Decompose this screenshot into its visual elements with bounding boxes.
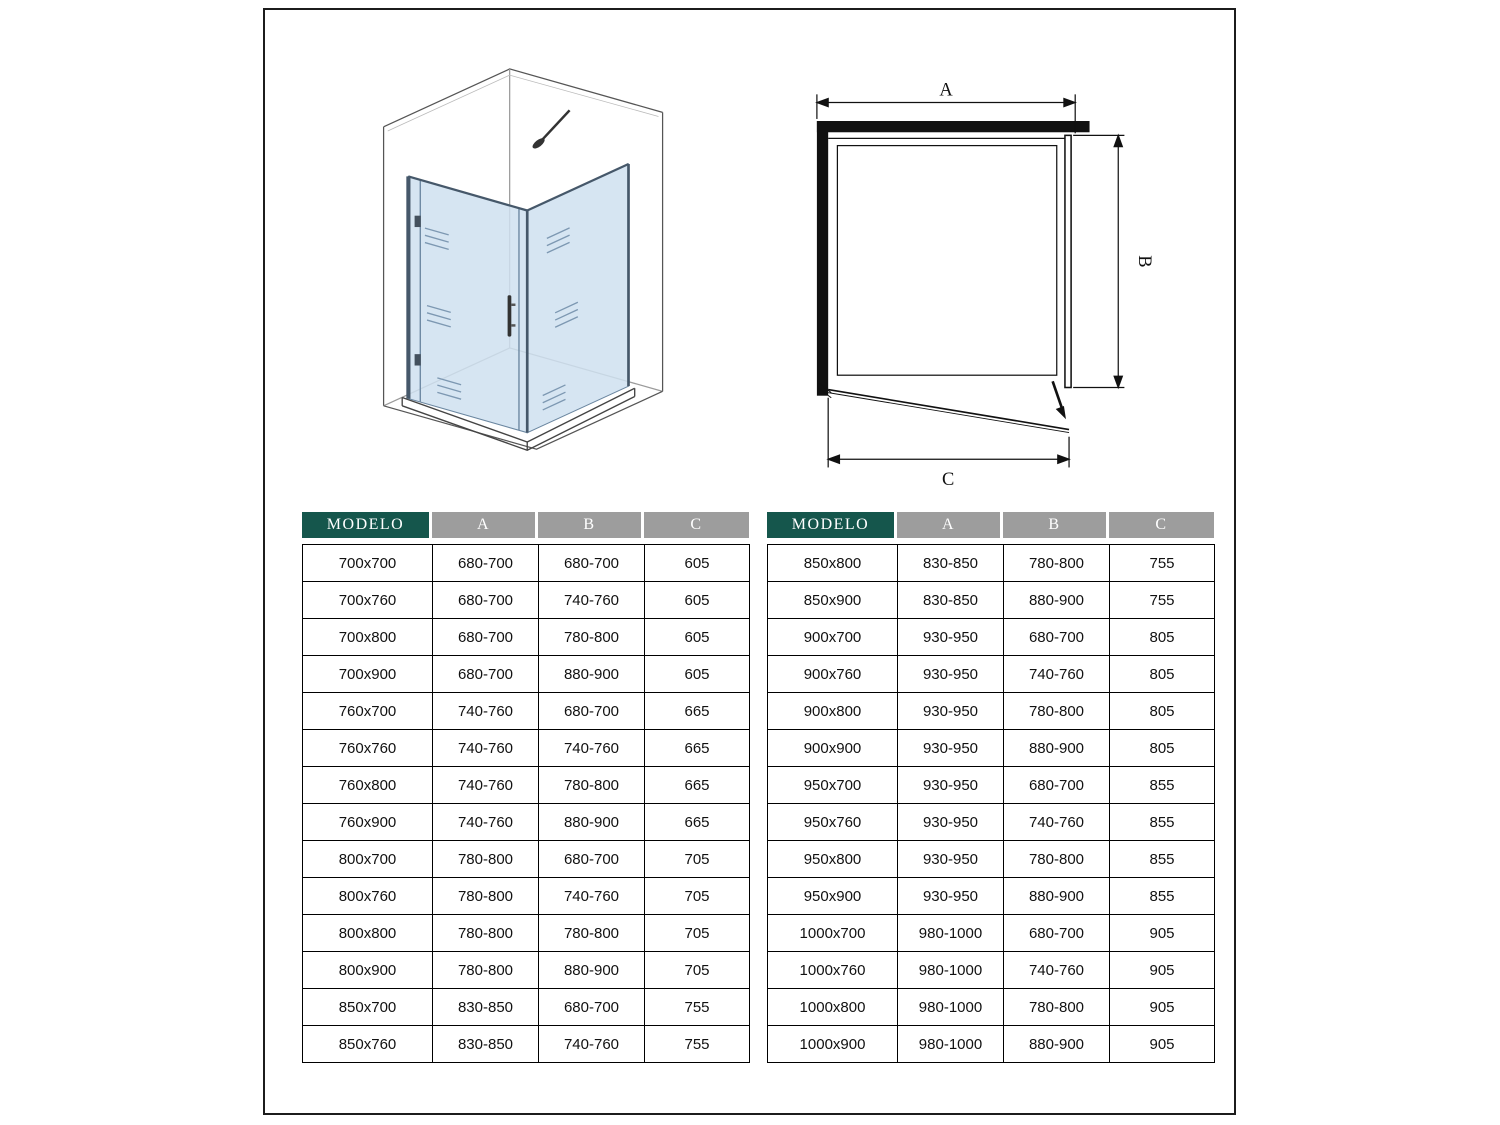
table-row	[303, 582, 750, 619]
table-row	[303, 878, 750, 915]
table-cell: 905	[1110, 915, 1215, 952]
table-cell: 805	[1110, 693, 1215, 730]
table-cell: 930-950	[898, 693, 1004, 730]
table-row	[303, 915, 750, 952]
column-header-c: C	[644, 512, 749, 538]
table-cell: 800x900	[303, 952, 433, 989]
table-cell: 760x800	[303, 767, 433, 804]
table-cell: 780-800	[1004, 841, 1110, 878]
table-cell: 755	[1110, 545, 1215, 582]
size-table-left-grid	[302, 544, 750, 1063]
column-header-a: A	[897, 512, 1000, 538]
table-row	[303, 545, 750, 582]
table-cell: 880-900	[539, 952, 645, 989]
table-cell: 900x800	[768, 693, 898, 730]
table-cell: 700x760	[303, 582, 433, 619]
table-cell: 980-1000	[898, 915, 1004, 952]
table-cell: 780-800	[433, 915, 539, 952]
table-cell: 740-760	[1004, 952, 1110, 989]
dimension-label-b: B	[1134, 255, 1155, 268]
table-row	[768, 952, 1215, 989]
shower-head-icon	[531, 110, 570, 150]
table-row	[303, 952, 750, 989]
table-cell: 780-800	[1004, 693, 1110, 730]
table-cell: 680-700	[539, 545, 645, 582]
table-cell: 855	[1110, 804, 1215, 841]
table-row	[303, 767, 750, 804]
table-cell: 905	[1110, 1026, 1215, 1063]
table-cell: 680-700	[433, 582, 539, 619]
table-cell: 760x700	[303, 693, 433, 730]
table-cell: 950x700	[768, 767, 898, 804]
table-cell: 780-800	[433, 841, 539, 878]
table-cell: 950x900	[768, 878, 898, 915]
table-row	[768, 656, 1215, 693]
table-cell: 880-900	[1004, 1026, 1110, 1063]
table-cell: 680-700	[1004, 619, 1110, 656]
table-row	[303, 730, 750, 767]
table-row	[768, 693, 1215, 730]
table-cell: 1000x760	[768, 952, 898, 989]
table-cell: 740-760	[539, 582, 645, 619]
table-row	[768, 767, 1215, 804]
table-cell: 800x760	[303, 878, 433, 915]
table-cell: 665	[645, 804, 750, 841]
table-cell: 855	[1110, 841, 1215, 878]
table-row	[768, 841, 1215, 878]
table-cell: 900x760	[768, 656, 898, 693]
table-cell: 740-760	[1004, 804, 1110, 841]
table-cell: 760x760	[303, 730, 433, 767]
table-cell: 740-760	[433, 730, 539, 767]
table-cell: 705	[645, 841, 750, 878]
table-cell: 760x900	[303, 804, 433, 841]
table-row	[768, 582, 1215, 619]
table-cell: 880-900	[539, 656, 645, 693]
table-cell: 740-760	[1004, 656, 1110, 693]
table-cell: 930-950	[898, 841, 1004, 878]
door-swing-arrow-icon	[1053, 381, 1066, 419]
table-cell: 830-850	[898, 582, 1004, 619]
table-row	[303, 693, 750, 730]
table-row	[768, 989, 1215, 1026]
table-cell: 740-760	[433, 693, 539, 730]
table-row	[768, 915, 1215, 952]
table-cell: 1000x800	[768, 989, 898, 1026]
column-header-b: B	[1003, 512, 1106, 538]
table-cell: 850x900	[768, 582, 898, 619]
table-cell: 905	[1110, 989, 1215, 1026]
table-cell: 930-950	[898, 804, 1004, 841]
table-cell: 880-900	[539, 804, 645, 841]
table-cell: 980-1000	[898, 1026, 1004, 1063]
table-header-row	[302, 512, 749, 538]
table-cell: 680-700	[1004, 767, 1110, 804]
side-panel-line	[1065, 135, 1071, 387]
table-cell: 930-950	[898, 619, 1004, 656]
table-row	[768, 619, 1215, 656]
table-cell: 800x700	[303, 841, 433, 878]
dimension-b	[1073, 135, 1155, 387]
table-cell: 755	[1110, 582, 1215, 619]
table-cell: 680-700	[433, 619, 539, 656]
table-cell: 705	[645, 878, 750, 915]
table-cell: 780-800	[539, 619, 645, 656]
table-row	[768, 545, 1215, 582]
table-cell: 805	[1110, 656, 1215, 693]
table-cell: 665	[645, 693, 750, 730]
table-cell: 850x800	[768, 545, 898, 582]
column-header-modelo: MODELO	[302, 512, 429, 538]
table-cell: 780-800	[539, 915, 645, 952]
table-cell: 755	[645, 1026, 750, 1063]
table-cell: 665	[645, 730, 750, 767]
table-cell: 700x900	[303, 656, 433, 693]
open-door-line	[819, 383, 1069, 432]
table-row	[303, 841, 750, 878]
table-cell: 880-900	[1004, 730, 1110, 767]
table-row	[303, 804, 750, 841]
table-cell: 980-1000	[898, 952, 1004, 989]
table-cell: 740-760	[539, 878, 645, 915]
table-cell: 740-760	[433, 767, 539, 804]
glass-square	[837, 146, 1056, 376]
table-cell: 665	[645, 767, 750, 804]
size-table-right-grid	[767, 544, 1215, 1063]
table-cell: 605	[645, 582, 750, 619]
table-row	[768, 878, 1215, 915]
top-view-diagram	[810, 80, 1160, 490]
table-cell: 680-700	[433, 545, 539, 582]
table-cell: 605	[645, 656, 750, 693]
table-cell: 605	[645, 545, 750, 582]
table-cell: 680-700	[539, 989, 645, 1026]
table-cell: 980-1000	[898, 989, 1004, 1026]
table-cell: 805	[1110, 619, 1215, 656]
table-cell: 780-800	[433, 952, 539, 989]
table-cell: 850x700	[303, 989, 433, 1026]
table-cell: 780-800	[1004, 989, 1110, 1026]
table-cell: 950x760	[768, 804, 898, 841]
column-header-modelo: MODELO	[767, 512, 894, 538]
table-cell: 830-850	[433, 1026, 539, 1063]
table-cell: 905	[1110, 952, 1215, 989]
dimension-label-c: C	[941, 468, 955, 489]
table-cell: 680-700	[433, 656, 539, 693]
table-cell: 755	[645, 989, 750, 1026]
table-cell: 740-760	[433, 804, 539, 841]
table-cell: 680-700	[539, 841, 645, 878]
table-cell: 900x700	[768, 619, 898, 656]
size-table-right	[767, 512, 1214, 1063]
size-table-left	[302, 512, 749, 1063]
table-row	[768, 1026, 1215, 1063]
table-cell: 780-800	[1004, 545, 1110, 582]
table-cell: 1000x700	[768, 915, 898, 952]
table-cell: 805	[1110, 730, 1215, 767]
column-header-b: B	[538, 512, 641, 538]
table-cell: 800x800	[303, 915, 433, 952]
table-cell: 880-900	[1004, 582, 1110, 619]
table-cell: 740-760	[539, 730, 645, 767]
table-cell: 855	[1110, 767, 1215, 804]
table-cell: 850x760	[303, 1026, 433, 1063]
dimension-c	[828, 398, 1069, 489]
table-header-row	[767, 512, 1214, 538]
table-row	[303, 619, 750, 656]
table-cell: 680-700	[1004, 915, 1110, 952]
table-cell: 930-950	[898, 878, 1004, 915]
column-header-c: C	[1109, 512, 1214, 538]
table-row	[768, 804, 1215, 841]
table-cell: 930-950	[898, 730, 1004, 767]
spec-sheet	[263, 8, 1236, 1115]
table-cell: 855	[1110, 878, 1215, 915]
table-cell: 830-850	[898, 545, 1004, 582]
table-cell: 830-850	[433, 989, 539, 1026]
column-header-a: A	[432, 512, 535, 538]
table-cell: 1000x900	[768, 1026, 898, 1063]
table-cell: 780-800	[539, 767, 645, 804]
table-row	[303, 656, 750, 693]
table-cell: 780-800	[433, 878, 539, 915]
table-cell: 930-950	[898, 656, 1004, 693]
table-cell: 950x800	[768, 841, 898, 878]
table-cell: 700x800	[303, 619, 433, 656]
walls	[817, 121, 1090, 396]
table-cell: 740-760	[539, 1026, 645, 1063]
dimension-label-a: A	[939, 80, 953, 100]
table-cell: 930-950	[898, 767, 1004, 804]
table-cell: 605	[645, 619, 750, 656]
table-row	[768, 730, 1215, 767]
table-cell: 700x700	[303, 545, 433, 582]
table-cell: 705	[645, 915, 750, 952]
table-row	[303, 1026, 750, 1063]
table-cell: 680-700	[539, 693, 645, 730]
table-cell: 705	[645, 952, 750, 989]
table-cell: 900x900	[768, 730, 898, 767]
table-row	[303, 989, 750, 1026]
isometric-view-diagram	[365, 52, 675, 492]
table-cell: 880-900	[1004, 878, 1110, 915]
